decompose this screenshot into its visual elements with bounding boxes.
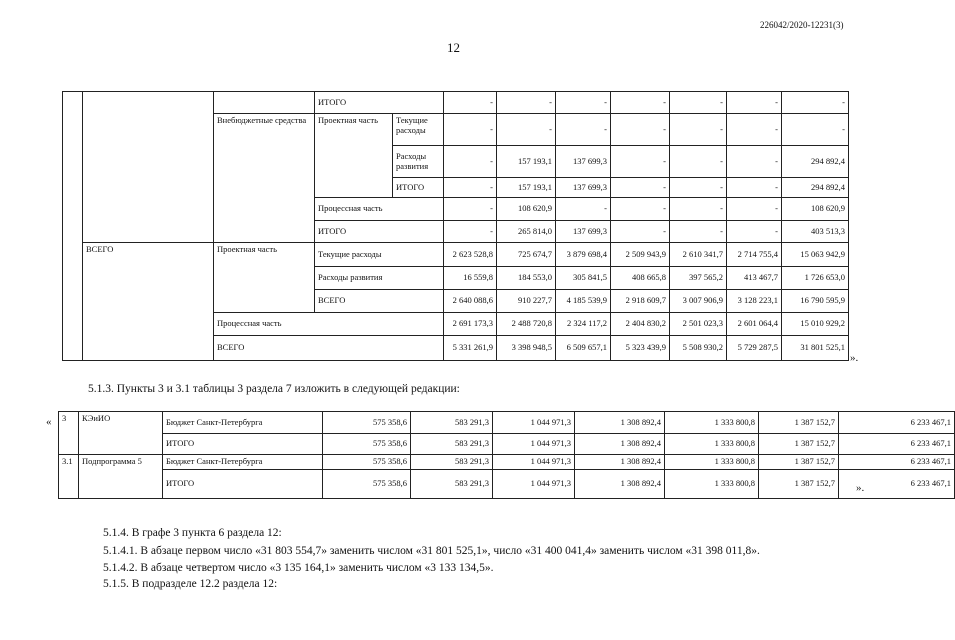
table-cell: 575 358,6 bbox=[323, 469, 411, 498]
table-cell: - bbox=[611, 221, 670, 243]
table-cell: 305 841,5 bbox=[556, 267, 611, 290]
table-row bbox=[59, 469, 955, 498]
table-cell: - bbox=[497, 114, 556, 146]
row-label: Процессная часть bbox=[214, 313, 444, 336]
table-cell: 3 007 906,9 bbox=[670, 290, 727, 313]
table-cell: 2 601 064,4 bbox=[727, 313, 782, 336]
table-cell: 6 233 467,1 bbox=[839, 434, 955, 455]
table-cell: 1 308 892,4 bbox=[575, 469, 665, 498]
table-cell: - bbox=[444, 221, 497, 243]
table-cell: 403 513,3 bbox=[782, 221, 849, 243]
table-cell: - bbox=[444, 146, 497, 178]
row-label: ВСЕГО bbox=[315, 290, 444, 313]
close-quote-mark-2: ». bbox=[856, 482, 865, 494]
table-cell: 2 404 830,2 bbox=[611, 313, 670, 336]
table-cell: - bbox=[444, 178, 497, 198]
table-cell: - bbox=[727, 178, 782, 198]
table-cell: 108 620,9 bbox=[782, 198, 849, 221]
table-cell: 2 623 528,8 bbox=[444, 243, 497, 267]
table-cell: 108 620,9 bbox=[497, 198, 556, 221]
table-cell: 397 565,2 bbox=[670, 267, 727, 290]
table-cell: 3 879 698,4 bbox=[556, 243, 611, 267]
table-cell: 1 044 971,3 bbox=[493, 434, 575, 455]
paragraph-5-1-3: 5.1.3. Пункты 3 и 3.1 таблицы 3 раздела 7 изложить в следующей редакции: bbox=[88, 383, 460, 395]
table-cell: 6 233 467,1 bbox=[839, 412, 955, 434]
table-cell: 5 729 287,5 bbox=[727, 336, 782, 361]
table-cell: 1 333 800,8 bbox=[665, 455, 759, 470]
table-cell: 1 387 152,7 bbox=[759, 455, 839, 470]
table-cell: - bbox=[611, 198, 670, 221]
table-cell: 6 233 467,1 bbox=[839, 469, 955, 498]
grantor-cell bbox=[83, 92, 214, 243]
item-number: 3 bbox=[59, 412, 79, 455]
table-cell: - bbox=[444, 114, 497, 146]
table-cell: - bbox=[556, 114, 611, 146]
row-label: Расходы развития bbox=[393, 146, 444, 178]
funding-source: ИТОГО bbox=[163, 434, 323, 455]
table-cell: - bbox=[670, 92, 727, 114]
table-cell: - bbox=[611, 146, 670, 178]
table-cell: 5 331 261,9 bbox=[444, 336, 497, 361]
table-cell: - bbox=[727, 198, 782, 221]
table-cell: - bbox=[444, 198, 497, 221]
offbudget-label: Внебюджетные средства bbox=[214, 114, 315, 243]
table-cell: 157 193,1 bbox=[497, 178, 556, 198]
paragraph-5-1-4: 5.1.4. В графе 3 пункта 6 раздела 12: bbox=[103, 527, 282, 539]
table-cell: 2 714 755,4 bbox=[727, 243, 782, 267]
table-cell: - bbox=[670, 114, 727, 146]
table-cell: 157 193,1 bbox=[497, 146, 556, 178]
table-cell: - bbox=[670, 221, 727, 243]
table-cell: 5 323 439,9 bbox=[611, 336, 670, 361]
table-cell: - bbox=[670, 146, 727, 178]
table-cell: 184 553,0 bbox=[497, 267, 556, 290]
table-cell: 583 291,3 bbox=[411, 412, 493, 434]
item-number: 3.1 bbox=[59, 455, 79, 499]
row-label: ИТОГО bbox=[393, 178, 444, 198]
row-label: Текущие расходы bbox=[315, 243, 444, 267]
table-cell: - bbox=[782, 92, 849, 114]
table-cell: 2 509 943,9 bbox=[611, 243, 670, 267]
table-cell: 575 358,6 bbox=[323, 434, 411, 455]
table-cell: 16 559,8 bbox=[444, 267, 497, 290]
table-cell: - bbox=[556, 92, 611, 114]
table-cell: 1 044 971,3 bbox=[493, 455, 575, 470]
table-row bbox=[63, 92, 849, 114]
table-cell: - bbox=[727, 92, 782, 114]
table-cell: 1 726 653,0 bbox=[782, 267, 849, 290]
paragraph-5-1-5: 5.1.5. В подразделе 12.2 раздела 12: bbox=[103, 578, 278, 590]
row-label: Процессная часть bbox=[315, 198, 444, 221]
table-cell: - bbox=[611, 92, 670, 114]
table-cell: 2 691 173,3 bbox=[444, 313, 497, 336]
table-cell: 583 291,3 bbox=[411, 469, 493, 498]
open-quote-mark: « bbox=[46, 416, 52, 428]
table-cell: - bbox=[782, 114, 849, 146]
table-cell: 1 333 800,8 bbox=[665, 469, 759, 498]
paragraph-5-1-4-2: 5.1.4.2. В абзаце четвертом число «3 135 164,1» заменить числом «3 133 134,5». bbox=[103, 562, 494, 574]
funding-source: Бюджет Санкт-Петербурга bbox=[163, 455, 323, 470]
table-cell: 413 467,7 bbox=[727, 267, 782, 290]
table-cell: 2 324 117,2 bbox=[556, 313, 611, 336]
table-cell: 910 227,7 bbox=[497, 290, 556, 313]
table-cell: - bbox=[556, 198, 611, 221]
table-cell: 6 509 657,1 bbox=[556, 336, 611, 361]
funding-source: ИТОГО bbox=[163, 469, 323, 498]
table-cell: 2 488 720,8 bbox=[497, 313, 556, 336]
project-part-label: Проектная часть bbox=[315, 114, 393, 198]
table-cell: 137 699,3 bbox=[556, 146, 611, 178]
table-cell: 294 892,4 bbox=[782, 146, 849, 178]
project-part-label-2: Проектная часть bbox=[214, 243, 315, 313]
document-number: 226042/2020-12231(3) bbox=[760, 20, 844, 30]
table-cell: 1 387 152,7 bbox=[759, 434, 839, 455]
table-cell: - bbox=[727, 146, 782, 178]
close-quote-mark: ». bbox=[850, 352, 859, 364]
table-cell: 31 801 525,1 bbox=[782, 336, 849, 361]
total-all-label: ВСЕГО bbox=[83, 243, 214, 361]
budget-table-continuation bbox=[62, 91, 849, 361]
table-cell: 2 640 088,6 bbox=[444, 290, 497, 313]
table-cell: 1 333 800,8 bbox=[665, 434, 759, 455]
table-cell: 2 501 023,3 bbox=[670, 313, 727, 336]
item-name: Подпрограмма 5 bbox=[79, 455, 163, 499]
table-cell: 575 358,6 bbox=[323, 455, 411, 470]
table-cell: 1 308 892,4 bbox=[575, 455, 665, 470]
table-row bbox=[59, 455, 955, 470]
table-cell: 6 233 467,1 bbox=[839, 455, 955, 470]
table-cell: 575 358,6 bbox=[323, 412, 411, 434]
funding-source-cell bbox=[214, 92, 315, 114]
row-label: ИТОГО bbox=[315, 92, 444, 114]
table-cell: 583 291,3 bbox=[411, 455, 493, 470]
table-cell: - bbox=[444, 92, 497, 114]
row-label: Расходы развития bbox=[315, 267, 444, 290]
table-cell: 265 814,0 bbox=[497, 221, 556, 243]
table-cell: 1 044 971,3 bbox=[493, 412, 575, 434]
table-cell: 408 665,8 bbox=[611, 267, 670, 290]
table-cell: 2 918 609,7 bbox=[611, 290, 670, 313]
item-name: КЭиИО bbox=[79, 412, 163, 455]
table-cell: - bbox=[670, 178, 727, 198]
row-number-cell bbox=[63, 92, 83, 361]
table-row bbox=[59, 434, 955, 455]
replacement-table bbox=[58, 411, 955, 499]
table-cell: 16 790 595,9 bbox=[782, 290, 849, 313]
table-cell: 1 308 892,4 bbox=[575, 434, 665, 455]
table-cell: 3 128 223,1 bbox=[727, 290, 782, 313]
table-cell: 1 387 152,7 bbox=[759, 469, 839, 498]
table-row bbox=[63, 243, 849, 267]
table-cell: 1 387 152,7 bbox=[759, 412, 839, 434]
table-cell: 294 892,4 bbox=[782, 178, 849, 198]
funding-source: Бюджет Санкт-Петербурга bbox=[163, 412, 323, 434]
table-cell: - bbox=[727, 221, 782, 243]
table-cell: 137 699,3 bbox=[556, 221, 611, 243]
table-cell: 5 508 930,2 bbox=[670, 336, 727, 361]
table-cell: 4 185 539,9 bbox=[556, 290, 611, 313]
table-cell: - bbox=[727, 114, 782, 146]
table-cell: 137 699,3 bbox=[556, 178, 611, 198]
table-row bbox=[59, 412, 955, 434]
table-cell: 2 610 341,7 bbox=[670, 243, 727, 267]
table-cell: 15 010 929,2 bbox=[782, 313, 849, 336]
page-number: 12 bbox=[447, 40, 460, 55]
table-cell: - bbox=[611, 178, 670, 198]
table-cell: - bbox=[670, 198, 727, 221]
table-cell: - bbox=[611, 114, 670, 146]
table-cell: 15 063 942,9 bbox=[782, 243, 849, 267]
paragraph-5-1-4-1: 5.1.4.1. В абзаце первом число «31 803 554,7» заменить числом «31 801 525,1», число «31 400 041,4» заменить числом «31 398 011,8». bbox=[103, 545, 760, 557]
row-label: ВСЕГО bbox=[214, 336, 444, 361]
table-cell: 583 291,3 bbox=[411, 434, 493, 455]
table-cell: 725 674,7 bbox=[497, 243, 556, 267]
row-label: Текущие расходы bbox=[393, 114, 444, 146]
table-cell: 1 044 971,3 bbox=[493, 469, 575, 498]
table-cell: 1 308 892,4 bbox=[575, 412, 665, 434]
table-cell: - bbox=[497, 92, 556, 114]
table-cell: 1 333 800,8 bbox=[665, 412, 759, 434]
table-cell: 3 398 948,5 bbox=[497, 336, 556, 361]
row-label: ИТОГО bbox=[315, 221, 444, 243]
